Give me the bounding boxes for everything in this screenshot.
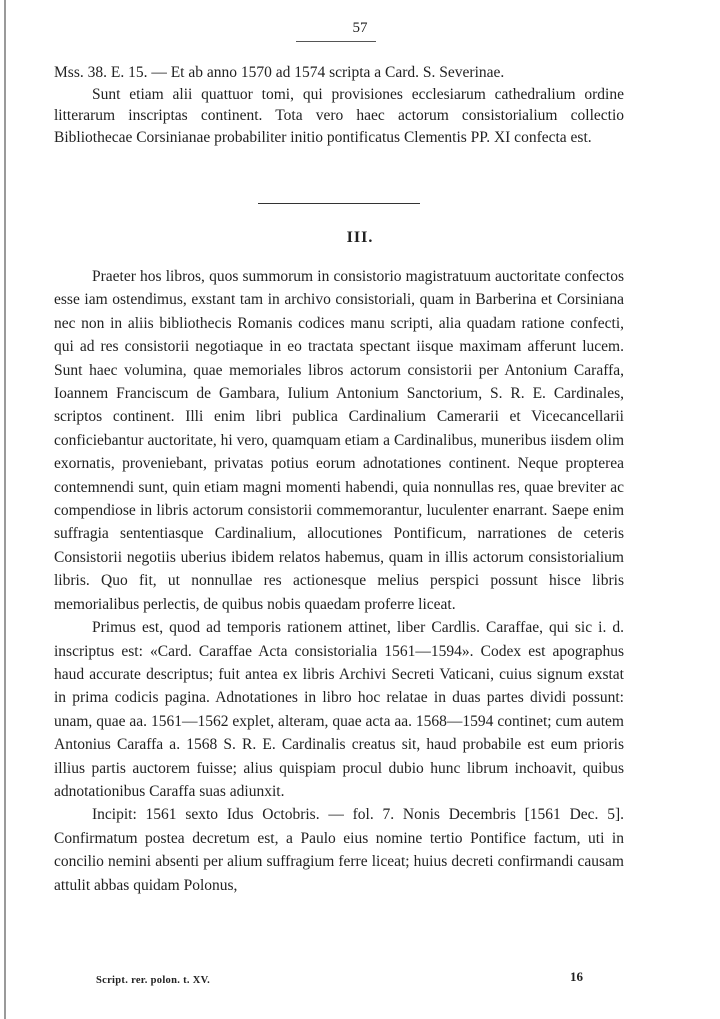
section-heading: III.	[346, 229, 374, 246]
manuscript-entry: Mss. 38. E. 15. — Et ab anno 1570 ad 1574 scripta a Card. S. Severinae.	[54, 64, 505, 81]
continuation-block	[54, 62, 624, 148]
footer-signature-mark: 16	[570, 969, 583, 984]
binding-edge-line	[4, 0, 6, 1019]
paragraph-primus: Primus est, quod ad temporis rationem attinet, liber Cardlis. Caraffae, qui sic i. d. inscriptus est: «Card. Caraffae Acta consistorialia 1561—1594». Codex est apographus haud accurate descriptus; fuit antea ex libris Archivi Secreti Vaticani, cuius signum exstat in prima codicis pagina. Adnotationes in libro hoc relatae in duas partes dividi possunt: unam, quae aa. 1561—1562 explet, alteram, quae acta aa. 1568—1594 continet; cum autem Antonius Caraffa a. 1568 S. R. E. Cardinalis creatus sit, haud probabile est eum prioris illius partis auctorem fuisse; alius quispiam procul dubio hunc librum inchoavit, quibus adnotationibus Caraffa suas adiunxit.	[54, 619, 624, 800]
paragraph-tomi: Sunt etiam alii quattuor tomi, qui provisiones ecclesiarum cathedralium ordine litterarum inscriptas continent. Tota vero haec actorum consistorialium collectio Bibliothecae Corsinianae probabiliter initio pontificatus Clementis PP. XI confecta est.	[54, 85, 624, 146]
section-separator	[258, 203, 420, 204]
footer-series-title: Script. rer. polon. t. XV.	[96, 975, 211, 986]
page-number-rule	[296, 41, 376, 42]
paragraph-praeter: Praeter hos libros, quos summorum in consistorio magistratuum auctoritate confectos esse iam ostendimus, exstant tam in archivo consistoriali, quam in Barberina et Corsiniana nec non in aliis bibliothecis Romanis codices manu scripti, alia quadam ratione confecti, qui ad res consistorii negotiaque in eo tractata spectant iisque maximam afferunt lucem. Sunt haec volumina, quae memoriales libros actorum consistorii per Antonium Caraffa, Ioannem Franciscum de Gambara, Iulium Antonium Sanctorium, S. R. E. Cardinales, scriptos continent. Illi enim libri publica Cardinalium Camerarii et Vicecancellarii conficiebantur auctoritate, hi vero, quamquam etiam a Cardinalibus, muneribus iisdem olim exornatis, proveniebant, privatas potius eorum adnotationes continent. Neque propterea contemnendi sunt, quin etiam magni momenti habendi, quia nonnullas res, quae breviter ac compendiose in libris actorum consistorii commemorantur, luculenter enarrant. Saepe enim suffragia sententiasque Cardinalium, allocutiones Pontificum, narrationes de ceteris Consistorii negotiis uberius ibidem relatos habemus, quam in illis actorum consistorialium libris. Quo fit, ut nonnullae res actionesque melius perspici possunt hisce libris memorialibus perlectis, de quibus nobis quaedam proferre liceat.	[54, 268, 624, 613]
paragraph-incipit: Incipit: 1561 sexto Idus Octobris. — fol. 7. Nonis Decembris [1561 Dec. 5]. Confirmatum postea decretum est, a Paulo eius nomine tertio Pontifice factum, uti in concilio nemini absenti per alium suffragium ferre liceat; huius decreti confirmandi causam attulit abbas quidam Polonus,	[54, 806, 624, 894]
main-text-block	[54, 265, 624, 897]
page-number: 57	[352, 20, 368, 36]
